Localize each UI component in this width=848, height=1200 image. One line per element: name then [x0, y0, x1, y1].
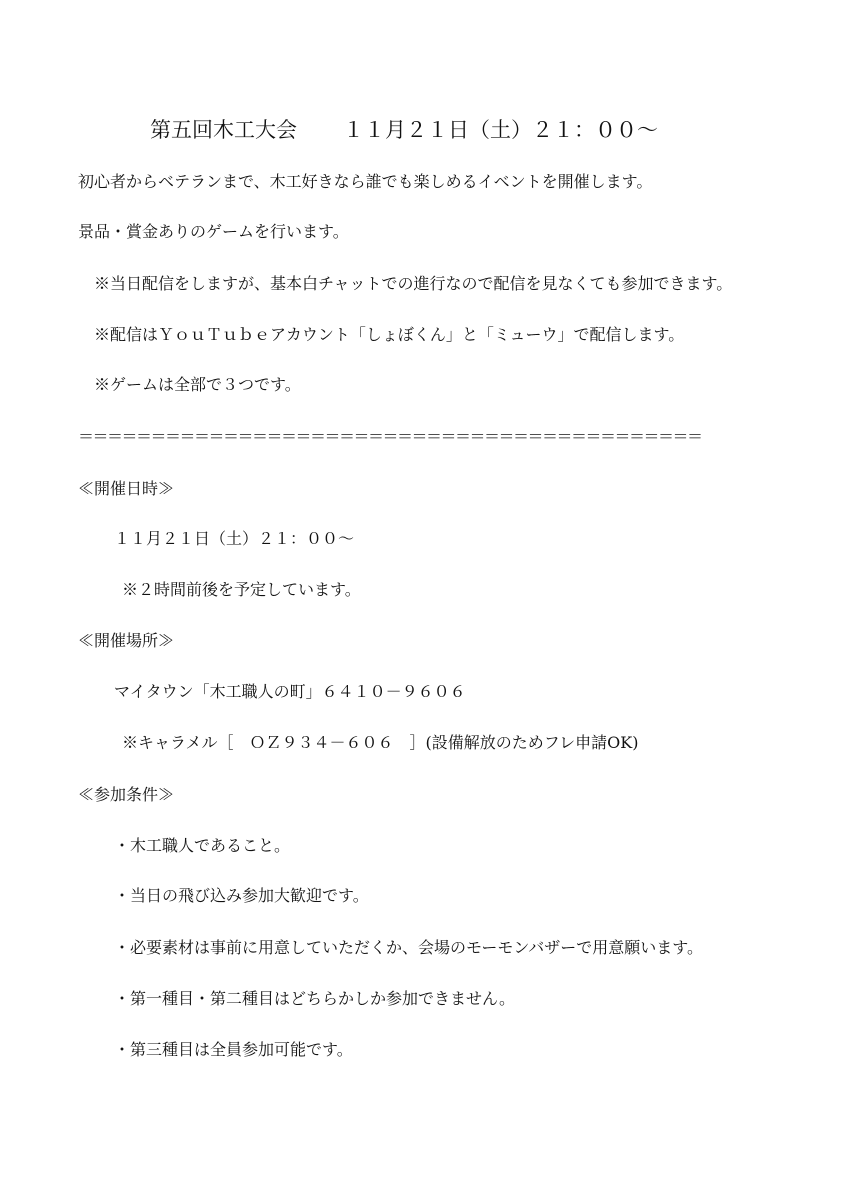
condition-item: ・木工職人であること。 — [114, 836, 291, 855]
section-heading-conditions: ≪参加条件≫ — [78, 785, 175, 804]
condition-item: ・当日の飛び込み参加大歓迎です。 — [114, 886, 369, 905]
intro-line: 初心者からベテランまで、木工好きなら誰でも楽しめるイベントを開催します。 — [78, 172, 653, 191]
intro-note: ※当日配信をしますが、基本白チャットでの進行なので配信を見なくても参加できます。 — [94, 274, 733, 293]
section-heading-datetime: ≪開催日時≫ — [78, 479, 175, 498]
section-heading-venue: ≪開催場所≫ — [78, 631, 175, 650]
divider: ＝＝＝＝＝＝＝＝＝＝＝＝＝＝＝＝＝＝＝＝＝＝＝＝＝＝＝＝＝＝＝＝＝＝＝＝＝＝＝＝＝＝＝ — [78, 427, 702, 446]
datetime-note: ※２時間前後を予定しています。 — [122, 580, 361, 599]
condition-item: ・必要素材は事前に用意していただくか、会場のモーモンバザーで用意願います。 — [114, 938, 703, 957]
event-name: 第五回木工大会 — [150, 118, 297, 142]
document-title — [150, 117, 658, 143]
condition-item: ・第一種目・第二種目はどちらかしか参加できません。 — [114, 989, 515, 1008]
venue-line: マイタウン「木工職人の町」６４１０－９６０６ — [114, 682, 466, 701]
intro-line: 景品・賞金ありのゲームを行います。 — [78, 222, 349, 241]
datetime-line: １１月２１日（土）２１：００〜 — [114, 529, 355, 548]
intro-note: ※配信はＹｏｕＴｕｂｅアカウント「しょぼくん」と「ミューウ」で配信します。 — [94, 325, 685, 344]
intro-note: ※ゲームは全部で３つです。 — [94, 375, 301, 394]
venue-note: ※キャラメル［ ＯＺ９３４－６０６ ］(設備解放のためフレ申請OK) — [122, 733, 639, 752]
condition-item: ・第三種目は全員参加可能です。 — [114, 1040, 353, 1059]
event-datetime: １１月２１日（土）２１：００〜 — [343, 118, 658, 142]
